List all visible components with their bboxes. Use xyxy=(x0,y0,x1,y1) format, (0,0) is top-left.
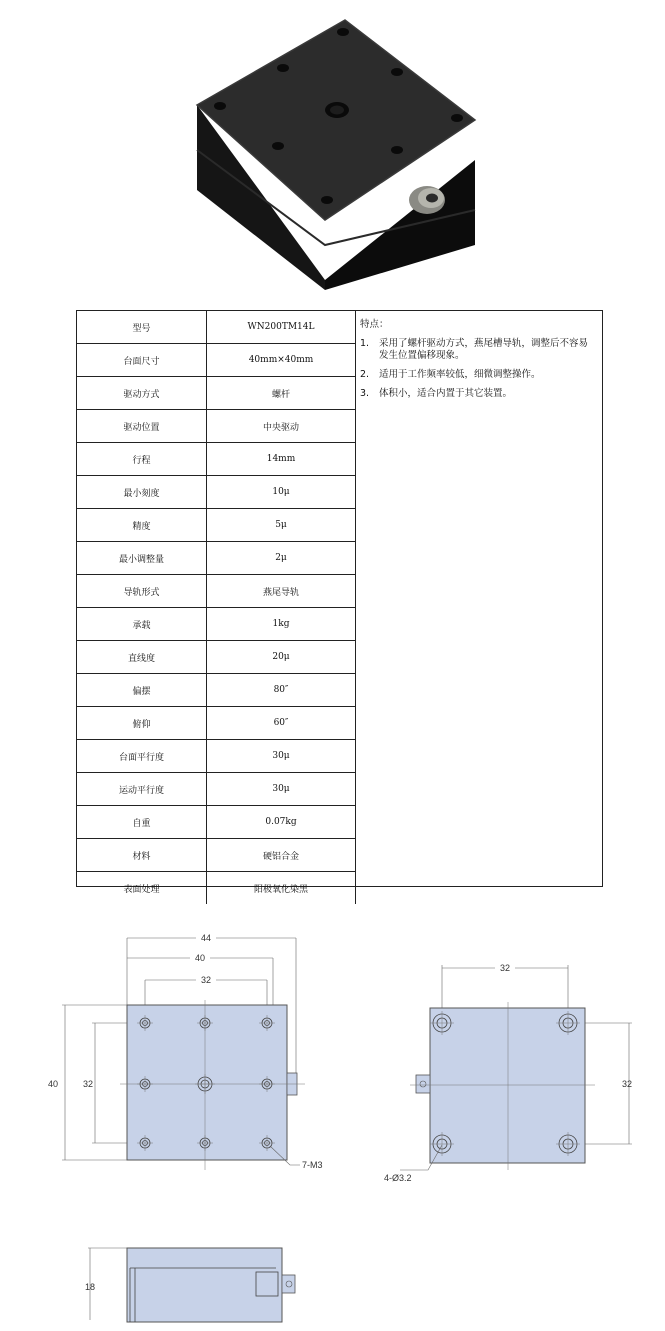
spec-label: 型号 xyxy=(77,311,207,344)
spec-value: 14mm xyxy=(207,443,356,476)
spec-value: 硬铝合金 xyxy=(207,839,356,872)
features-block xyxy=(360,319,596,407)
spec-label: 承载 xyxy=(77,608,207,641)
spec-row xyxy=(77,872,356,905)
spec-row xyxy=(77,344,356,377)
spec-row xyxy=(77,311,356,344)
spec-value: 2μ xyxy=(207,542,356,575)
spec-label: 最小调整量 xyxy=(77,542,207,575)
feature-text: 体积小，适合内置于其它装置。 xyxy=(379,388,513,399)
features-title: 特点： xyxy=(360,319,389,330)
feature-item xyxy=(360,388,596,400)
spec-row xyxy=(77,476,356,509)
dim-18: 18 xyxy=(85,1282,96,1292)
spec-row xyxy=(77,509,356,542)
spec-row xyxy=(77,740,356,773)
spec-row xyxy=(77,839,356,872)
dim-32-height-bottom: 32 xyxy=(622,1079,633,1089)
feature-item xyxy=(360,369,596,381)
spec-value: 燕尾导轨 xyxy=(207,575,356,608)
callout-4-d3-2: 4-Ø3.2 xyxy=(384,1173,412,1183)
spec-value: 中央驱动 xyxy=(207,410,356,443)
spec-label: 俯仰 xyxy=(77,707,207,740)
spec-label: 最小刻度 xyxy=(77,476,207,509)
spec-value: 螺杆 xyxy=(207,377,356,410)
spec-value: 20μ xyxy=(207,641,356,674)
spec-row xyxy=(77,575,356,608)
spec-value: 5μ xyxy=(207,509,356,542)
product-photo xyxy=(175,10,495,295)
spec-label: 台面尺寸 xyxy=(77,344,207,377)
feature-number: 1. xyxy=(360,338,370,349)
spec-label: 表面处理 xyxy=(77,872,207,905)
spec-value: WN200TM14L xyxy=(207,311,356,344)
drawing-side-view xyxy=(80,1240,320,1325)
spec-label: 材料 xyxy=(77,839,207,872)
spec-label: 偏摆 xyxy=(77,674,207,707)
spec-value: 30μ xyxy=(207,773,356,806)
dim-32-height: 32 xyxy=(82,1079,94,1089)
drawing-top-view xyxy=(0,930,360,1190)
spec-row xyxy=(77,674,356,707)
dim-40-width: 40 xyxy=(194,953,206,963)
feature-item xyxy=(360,338,596,362)
spec-label: 自重 xyxy=(77,806,207,839)
spec-value: 10μ xyxy=(207,476,356,509)
drawing-bottom-view xyxy=(384,930,640,1190)
spec-table xyxy=(77,311,356,904)
dim-32-width-bottom: 32 xyxy=(499,963,511,973)
features-list xyxy=(360,338,596,400)
spec-row xyxy=(77,443,356,476)
bottom-view-plate xyxy=(430,1008,585,1163)
spec-label: 导轨形式 xyxy=(77,575,207,608)
spec-value: 30μ xyxy=(207,740,356,773)
spec-row xyxy=(77,542,356,575)
feature-text: 适用于工作频率较低，细微调整操作。 xyxy=(379,369,541,380)
spec-label: 运动平行度 xyxy=(77,773,207,806)
dim-44: 44 xyxy=(200,933,212,943)
spec-label: 精度 xyxy=(77,509,207,542)
spec-label: 台面平行度 xyxy=(77,740,207,773)
spec-label: 驱动方式 xyxy=(77,377,207,410)
callout-7-m3: 7-M3 xyxy=(302,1160,323,1170)
spec-value: 40mm×40mm xyxy=(207,344,356,377)
spec-row xyxy=(77,773,356,806)
spec-row xyxy=(77,806,356,839)
dim-32-width: 32 xyxy=(200,975,212,985)
spec-value: 80″ xyxy=(207,674,356,707)
spec-label: 行程 xyxy=(77,443,207,476)
feature-number: 2. xyxy=(360,369,370,380)
spec-row xyxy=(77,410,356,443)
spec-row xyxy=(77,608,356,641)
spec-row xyxy=(77,641,356,674)
feature-number: 3. xyxy=(360,388,370,399)
spec-label: 驱动位置 xyxy=(77,410,207,443)
spec-row xyxy=(77,707,356,740)
spec-value: 1kg xyxy=(207,608,356,641)
spec-table-frame xyxy=(76,310,603,895)
dim-40-height: 40 xyxy=(47,1079,59,1089)
spec-value: 阳极氧化染黑 xyxy=(207,872,356,905)
spec-value: 0.07kg xyxy=(207,806,356,839)
spec-label: 直线度 xyxy=(77,641,207,674)
top-view-plate xyxy=(127,1005,287,1160)
feature-text: 采用了螺杆驱动方式，燕尾槽导轨，调整后不容易发生位置偏移现象。 xyxy=(379,338,589,361)
spec-value: 60″ xyxy=(207,707,356,740)
spec-row xyxy=(77,377,356,410)
side-view-body xyxy=(127,1248,282,1322)
